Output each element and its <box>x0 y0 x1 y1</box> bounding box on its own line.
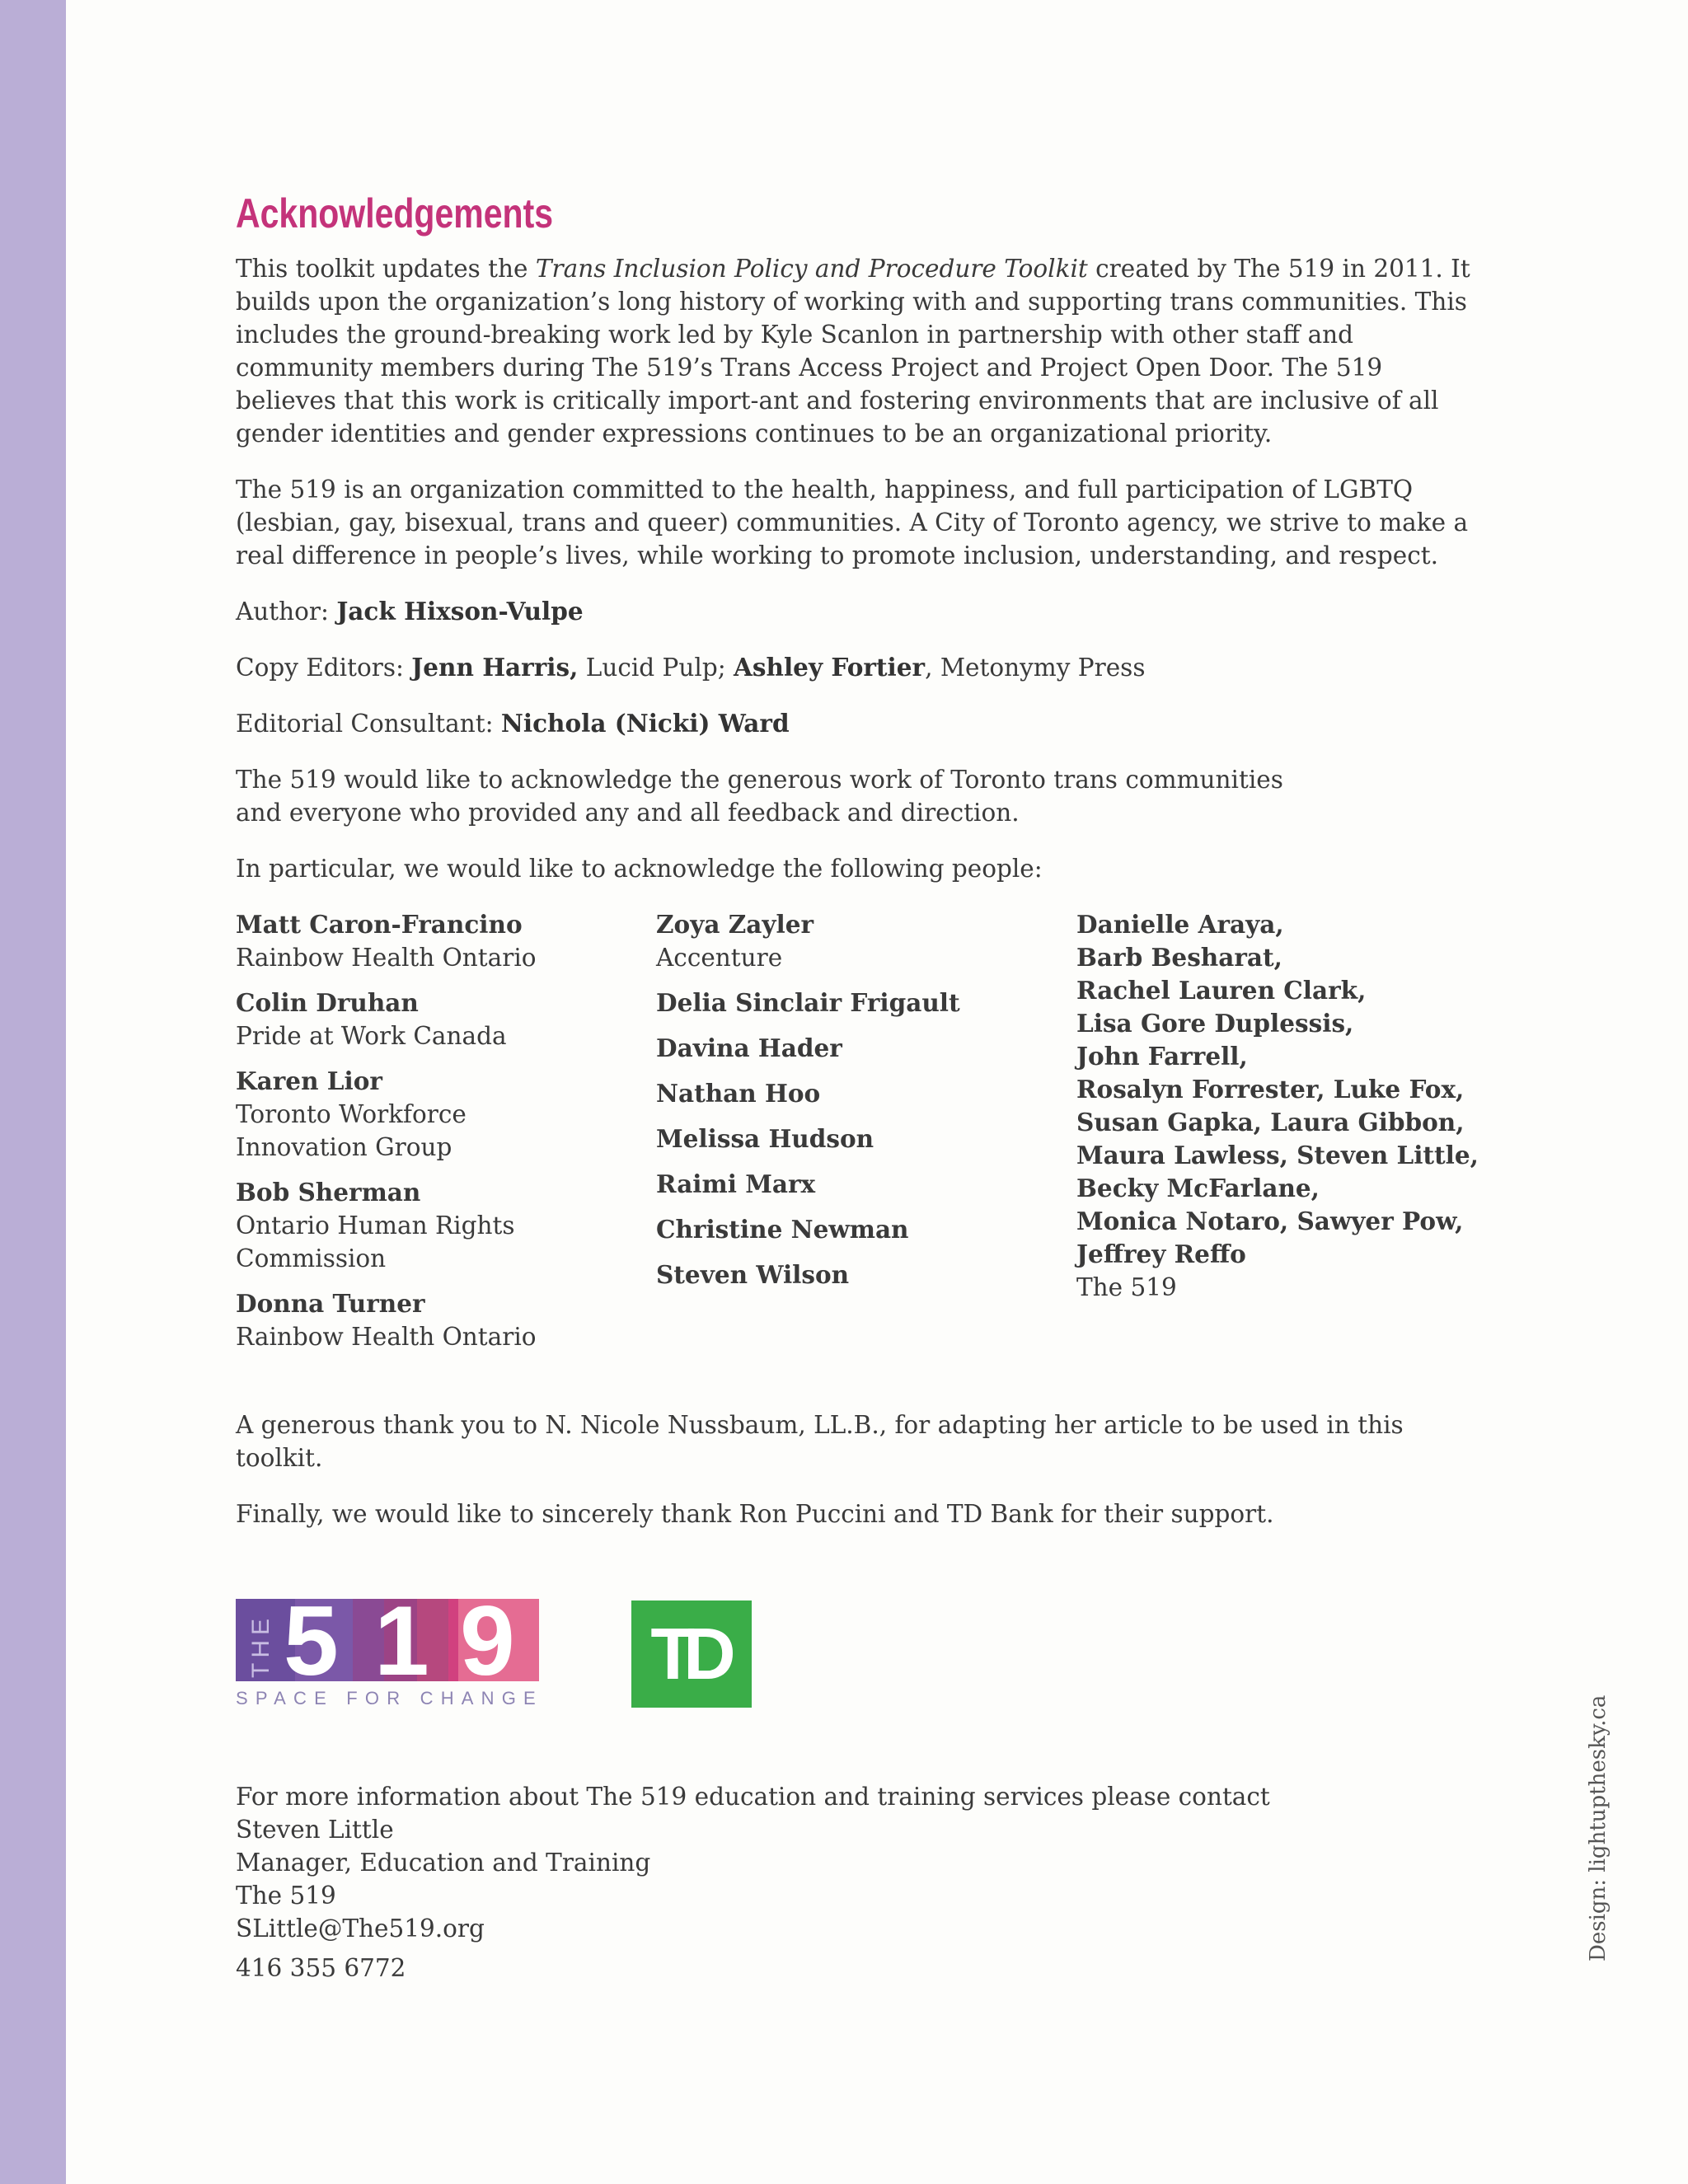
person-org: Rainbow Health Ontario <box>236 944 537 972</box>
person-name: Delia Sinclair Frigault <box>656 988 960 1017</box>
person-name: Nathan Hoo <box>656 1079 821 1108</box>
people-column-2 <box>656 908 1076 1366</box>
page-title: Acknowledgements <box>236 190 554 237</box>
intro-text-start: This toolkit updates the <box>236 255 536 283</box>
thanks-nussbaum: A generous thank you to N. Nicole Nussbaum, LL.B., for adapting her article to be used in this toolkit. <box>236 1411 1404 1472</box>
logo-digit-5: 5 <box>284 1599 339 1681</box>
side-color-band <box>0 0 66 2184</box>
toolkit-title: Trans Inclusion Policy and Procedure Toolkit <box>535 255 1088 283</box>
contact-email: SLittle@The519.org <box>236 1915 485 1943</box>
list-item <box>236 987 656 1052</box>
person-name: Becky McFarlane, <box>1076 1174 1320 1202</box>
contact-org: The 519 <box>236 1882 336 1910</box>
logo-row <box>236 1599 978 1714</box>
person-name: Jeffrey Reffo <box>1076 1240 1246 1268</box>
people-columns <box>236 908 1497 1366</box>
the-519-logo <box>236 1599 543 1714</box>
person-name: Colin Druhan <box>236 988 419 1017</box>
consultant-name: Nichola (Nicki) Ward <box>500 709 790 738</box>
acknowledgements-section <box>236 190 1497 1554</box>
contact-intro: For more information about The 519 education and training services please contact <box>236 1783 1270 1811</box>
list-item <box>656 1213 1076 1246</box>
person-name: Maura Lawless, Steven Little, <box>1076 1141 1479 1169</box>
person-name: Susan Gapka, Laura Gibbon, <box>1076 1108 1465 1137</box>
list-item <box>656 1168 1076 1201</box>
person-org: Pride at Work Canada <box>236 1022 507 1050</box>
intro-paragraph-2: The 519 is an organization committed to the health, happiness, and full participation of LGBTQ (lesbian, gay, bisexual, trans and queer) communities. A City of Toronto agency, we strive to make a real difference in people’s lives, while working to promote inclusion, understanding, and respect. <box>236 476 1469 569</box>
editorial-consultant-credit <box>236 707 1497 740</box>
person-name: Donna Turner <box>236 1289 425 1318</box>
copy-editor-name-1: Jenn Harris, <box>411 653 579 682</box>
contact-block <box>236 1780 1270 1985</box>
list-item <box>656 1077 1076 1110</box>
logo-the-text: THE <box>247 1614 274 1678</box>
design-credit: Design: lightupthesky.ca <box>1586 1694 1611 1961</box>
ack-particular: In particular, we would like to acknowledge the following people: <box>236 855 1043 883</box>
list-item <box>236 908 656 974</box>
intro-paragraph-1 <box>236 252 1489 450</box>
intro-text-rest: created by The 519 in 2011. It builds upon the organization’s long history of working with and supporting trans communities. This includes the ground-breaking work led by Kyle Scanlon in partnership with other staff and community members during The 519’s Trans Access Project and Project Open Door. The 519 believes that this work is critically import-ant and fostering environments that are inclusive of all gender identities and gender expressions continues to be an organizational priority. <box>236 255 1470 448</box>
person-name: Monica Notaro, Sawyer Pow, <box>1076 1207 1464 1235</box>
contact-role: Manager, Education and Training <box>236 1849 651 1877</box>
person-org: Accenture <box>656 944 783 972</box>
person-name: John Farrell, <box>1076 1042 1248 1071</box>
person-name: Christine Newman <box>656 1215 909 1244</box>
person-org: Ontario Human Rights Commission <box>236 1212 515 1272</box>
list-item <box>656 1258 1076 1291</box>
person-name: Davina Hader <box>656 1033 842 1062</box>
td-bank-logo <box>631 1601 752 1708</box>
person-org: Toronto Workforce Innovation Group <box>236 1100 467 1161</box>
person-name: Danielle Araya, <box>1076 910 1284 939</box>
author-name: Jack Hixson-Vulpe <box>336 597 584 626</box>
logo-digit-1: 1 <box>374 1599 429 1681</box>
ack-general: The 519 would like to acknowledge the generous work of Toronto trans communities and everyone who provided any and all feedback and direction. <box>236 766 1283 827</box>
contact-name: Steven Little <box>236 1816 394 1844</box>
person-name: Matt Caron-Francino <box>236 910 523 939</box>
person-org: Rainbow Health Ontario <box>236 1323 537 1351</box>
person-name: Rosalyn Forrester, Luke Fox, <box>1076 1075 1465 1104</box>
the-519-logo-mark <box>236 1599 539 1681</box>
copy-editor-org-2: , Metonymy Press <box>925 654 1146 682</box>
list-item <box>236 1065 656 1164</box>
copy-editors-label: Copy Editors: <box>236 654 412 682</box>
people-column-1 <box>236 908 656 1366</box>
list-item <box>656 1122 1076 1155</box>
author-label: Author: <box>236 598 337 626</box>
person-name: Melissa Hudson <box>656 1124 874 1153</box>
author-credit <box>236 595 1497 628</box>
list-item <box>656 987 1076 1019</box>
logo-tagline: SPACE FOR CHANGE <box>236 1688 543 1708</box>
list-item <box>236 1176 656 1275</box>
contact-phone: 416 355 6772 <box>236 1954 406 1982</box>
list-item <box>236 1287 656 1353</box>
thanks-td: Finally, we would like to sincerely thank Ron Puccini and TD Bank for their support. <box>236 1500 1274 1528</box>
person-name: Lisa Gore Duplessis, <box>1076 1009 1354 1038</box>
person-name: Barb Besharat, <box>1076 943 1282 972</box>
copy-editor-name-2: Ashley Fortier <box>734 653 926 682</box>
person-org: The 519 <box>1076 1273 1177 1301</box>
person-name: Raimi Marx <box>656 1169 816 1198</box>
person-name: Steven Wilson <box>656 1260 850 1289</box>
consultant-label: Editorial Consultant: <box>236 710 501 738</box>
list-item <box>656 1032 1076 1065</box>
copy-editors-credit <box>236 651 1497 684</box>
person-name: Karen Lior <box>236 1066 382 1095</box>
td-logo-text: TD <box>650 1613 724 1694</box>
person-name: Bob Sherman <box>236 1178 421 1207</box>
logo-digit-9: 9 <box>460 1599 515 1681</box>
copy-editor-org-1: Lucid Pulp; <box>578 654 734 682</box>
list-item <box>656 908 1076 974</box>
people-column-3 <box>1076 908 1497 1366</box>
person-name: Zoya Zayler <box>656 910 814 939</box>
person-name: Rachel Lauren Clark, <box>1076 976 1367 1005</box>
